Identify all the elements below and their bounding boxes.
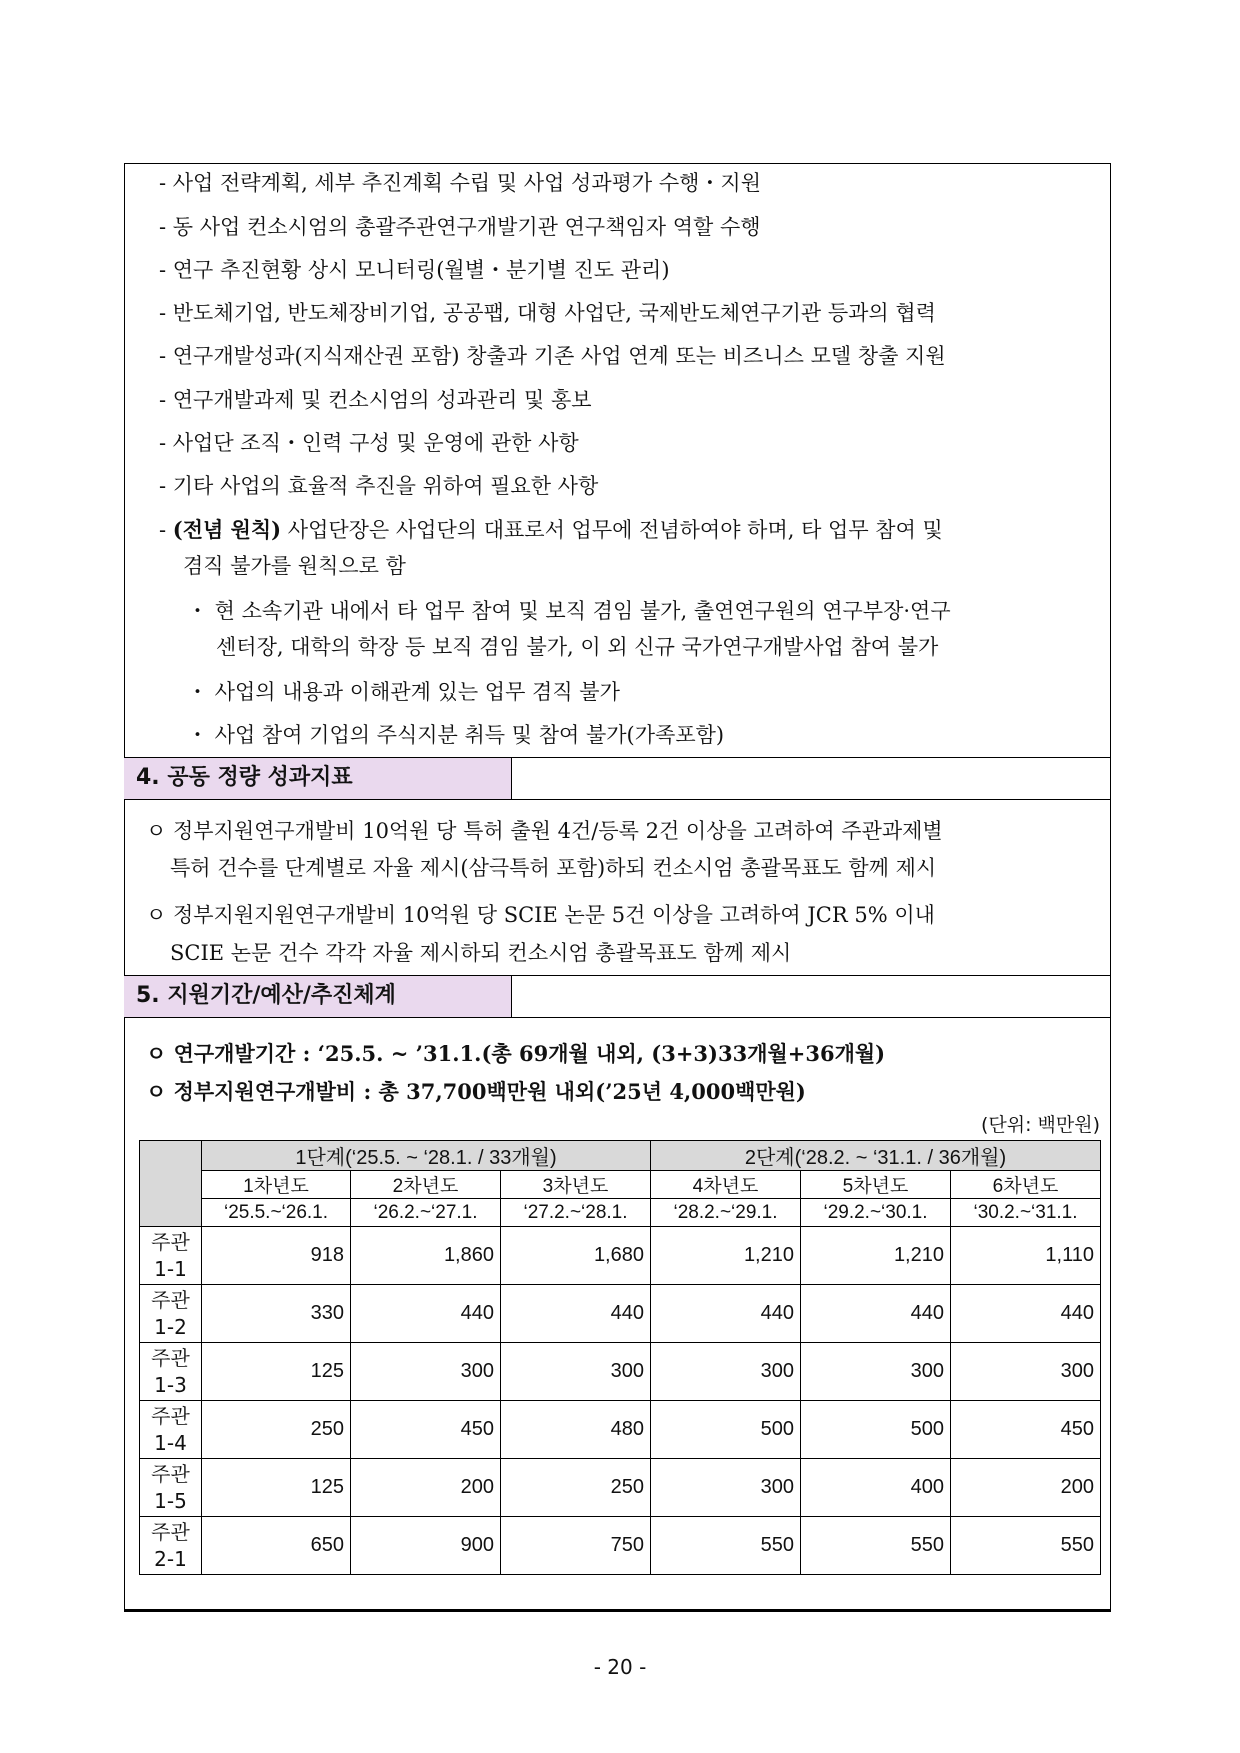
budget-cell: 550 xyxy=(801,1517,951,1575)
section4-item-cont: 특허 건수를 단계별로 자율 제시(삼극특허 포함)하되 컨소시엄 총괄목표도 함께 제시 xyxy=(170,856,937,880)
row-label xyxy=(140,1227,202,1285)
section4-item: ㅇ 정부지원연구개발비 10억원 당 특허 출원 4건/등록 2건 이상을 고려하여 주관과제별 xyxy=(146,819,943,843)
budget-cell: 550 xyxy=(651,1517,801,1575)
row-label-line1: 주관 xyxy=(151,1461,190,1486)
dedication-bullet: ・ 사업의 내용과 이해관계 있는 업무 겸직 불가 xyxy=(187,680,620,704)
stage-2-header: 2단계(‘28.2. ~ ‘31.1. / 36개월) xyxy=(651,1141,1101,1171)
row-label-line1: 주관 xyxy=(151,1519,190,1544)
budget-cell: 450 xyxy=(351,1401,501,1459)
year-header: 4차년도 xyxy=(651,1171,801,1199)
duty-item: - 연구개발과제 및 컨소시엄의 성과관리 및 홍보 xyxy=(159,388,592,412)
table-row xyxy=(140,1343,1101,1401)
section4-header xyxy=(124,757,1111,800)
row-label xyxy=(140,1343,202,1401)
row-label xyxy=(140,1517,202,1575)
budget-cell: 550 xyxy=(951,1517,1101,1575)
dedication-bullet: ・ 현 소속기관 내에서 타 업무 참여 및 보직 겸임 불가, 출연연구원의 연구부장·연구 xyxy=(187,599,951,623)
dedication-title: (전념 원칙) xyxy=(172,517,282,542)
budget-cell: 480 xyxy=(501,1401,651,1459)
section4-item-cont: SCIE 논문 건수 각각 자율 제시하되 컨소시엄 총괄목표도 함께 제시 xyxy=(170,941,792,965)
row-label xyxy=(140,1459,202,1517)
budget-cell: 250 xyxy=(501,1459,651,1517)
budget-cell: 1,860 xyxy=(351,1227,501,1285)
dedication-bullet: ・ 사업 참여 기업의 주식지분 취득 및 참여 불가(가족포함) xyxy=(187,723,725,747)
budget-cell: 500 xyxy=(801,1401,951,1459)
row-label-line1: 주관 xyxy=(151,1287,190,1312)
year-header: 3차년도 xyxy=(501,1171,651,1199)
budget-cell: 440 xyxy=(801,1285,951,1343)
budget-cell: 1,210 xyxy=(651,1227,801,1285)
budget-cell: 440 xyxy=(951,1285,1101,1343)
budget-cell: 330 xyxy=(202,1285,351,1343)
budget-cell: 300 xyxy=(801,1343,951,1401)
row-label-line2: 1-4 xyxy=(154,1430,187,1455)
budget-cell: 200 xyxy=(951,1459,1101,1517)
row-label-line1: 주관 xyxy=(151,1229,190,1254)
budget-cell: 200 xyxy=(351,1459,501,1517)
table-row xyxy=(140,1401,1101,1459)
budget-cell: 450 xyxy=(951,1401,1101,1459)
dedication-principle xyxy=(159,515,943,545)
government-budget: ㅇ 정부지원연구개발비 : 총 37,700백만원 내외(’25년 4,000백만원) xyxy=(146,1079,806,1104)
budget-cell: 440 xyxy=(651,1285,801,1343)
row-label-line2: 1-5 xyxy=(154,1488,187,1513)
year-header: 6차년도 xyxy=(951,1171,1101,1199)
budget-cell: 1,110 xyxy=(951,1227,1101,1285)
row-label xyxy=(140,1285,202,1343)
budget-cell: 400 xyxy=(801,1459,951,1517)
row-label-line2: 1-1 xyxy=(154,1256,187,1281)
budget-cell: 440 xyxy=(501,1285,651,1343)
table-corner xyxy=(140,1141,202,1227)
table-row xyxy=(140,1517,1101,1575)
row-label-line2: 2-1 xyxy=(154,1546,187,1571)
duty-item: - 연구개발성과(지식재산권 포함) 창출과 기존 사업 연계 또는 비즈니스 모델 창출 지원 xyxy=(159,344,946,368)
budget-table xyxy=(139,1140,1101,1575)
period-header: ‘29.2.~‘30.1. xyxy=(801,1199,951,1227)
stage-1-header: 1단계(‘25.5. ~ ‘28.1. / 33개월) xyxy=(202,1141,651,1171)
duty-item: - 반도체기업, 반도체장비기업, 공공팹, 대형 사업단, 국제반도체연구기관 등과의 협력 xyxy=(159,301,936,325)
research-period: ㅇ 연구개발기간 : ‘25.5. ~ ’31.1.(총 69개월 내외, (3+3)33개월+36개월) xyxy=(146,1041,886,1066)
row-label-line2: 1-2 xyxy=(154,1314,187,1339)
budget-cell: 500 xyxy=(651,1401,801,1459)
budget-cell: 125 xyxy=(202,1343,351,1401)
period-header: ‘27.2.~‘28.1. xyxy=(501,1199,651,1227)
duty-item: - 사업 전략계획, 세부 추진계획 수립 및 사업 성과평가 수행・지원 xyxy=(159,171,761,195)
period-header: ‘26.2.~‘27.1. xyxy=(351,1199,501,1227)
row-label-line1: 주관 xyxy=(151,1345,190,1370)
section5-title: 5. 지원기간/예산/추진체계 xyxy=(124,976,512,1017)
duty-item: - 연구 추진현황 상시 모니터링(월별・분기별 진도 관리) xyxy=(159,258,670,282)
period-header: ‘28.2.~‘29.1. xyxy=(651,1199,801,1227)
period-header: ‘25.5.~‘26.1. xyxy=(202,1199,351,1227)
row-label-line1: 주관 xyxy=(151,1403,190,1428)
budget-cell: 300 xyxy=(651,1459,801,1517)
year-header: 1차년도 xyxy=(202,1171,351,1199)
budget-cell: 750 xyxy=(501,1517,651,1575)
budget-cell: 125 xyxy=(202,1459,351,1517)
row-label-line2: 1-3 xyxy=(154,1372,187,1397)
year-header: 5차년도 xyxy=(801,1171,951,1199)
section4-item: ㅇ 정부지원지원연구개발비 10억원 당 SCIE 논문 5건 이상을 고려하여 JCR 5% 이내 xyxy=(146,903,935,927)
budget-cell: 300 xyxy=(501,1343,651,1401)
row-label xyxy=(140,1401,202,1459)
duty-item: - 동 사업 컨소시엄의 총괄주관연구개발기관 연구책임자 역할 수행 xyxy=(159,215,761,239)
period-header: ‘30.2.~‘31.1. xyxy=(951,1199,1101,1227)
table-row xyxy=(140,1459,1101,1517)
table-row xyxy=(140,1227,1101,1285)
year-header: 2차년도 xyxy=(351,1171,501,1199)
table-row xyxy=(140,1285,1101,1343)
dedication-dash: - xyxy=(159,518,173,542)
dedication-text: 사업단장은 사업단의 대표로서 업무에 전념하여야 하며, 타 업무 참여 및 xyxy=(281,518,943,542)
duty-item: - 사업단 조직・인력 구성 및 운영에 관한 사항 xyxy=(159,431,579,455)
budget-cell: 300 xyxy=(651,1343,801,1401)
budget-cell: 300 xyxy=(951,1343,1101,1401)
budget-cell: 1,210 xyxy=(801,1227,951,1285)
dedication-text-2: 겸직 불가를 원칙으로 함 xyxy=(183,554,406,578)
dedication-bullet-cont: 센터장, 대학의 학장 등 보직 겸임 불가, 이 외 신규 국가연구개발사업 참여 불가 xyxy=(216,635,939,659)
budget-cell: 250 xyxy=(202,1401,351,1459)
budget-cell: 650 xyxy=(202,1517,351,1575)
duty-item: - 기타 사업의 효율적 추진을 위하여 필요한 사항 xyxy=(159,474,599,498)
page-number: - 20 - xyxy=(593,1655,647,1679)
section4-title: 4. 공동 정량 성과지표 xyxy=(124,758,512,799)
budget-cell: 900 xyxy=(351,1517,501,1575)
budget-cell: 440 xyxy=(351,1285,501,1343)
unit-label: (단위: 백만원) xyxy=(980,1114,1100,1136)
budget-cell: 300 xyxy=(351,1343,501,1401)
section5-header xyxy=(124,975,1111,1018)
budget-cell: 918 xyxy=(202,1227,351,1285)
budget-cell: 1,680 xyxy=(501,1227,651,1285)
